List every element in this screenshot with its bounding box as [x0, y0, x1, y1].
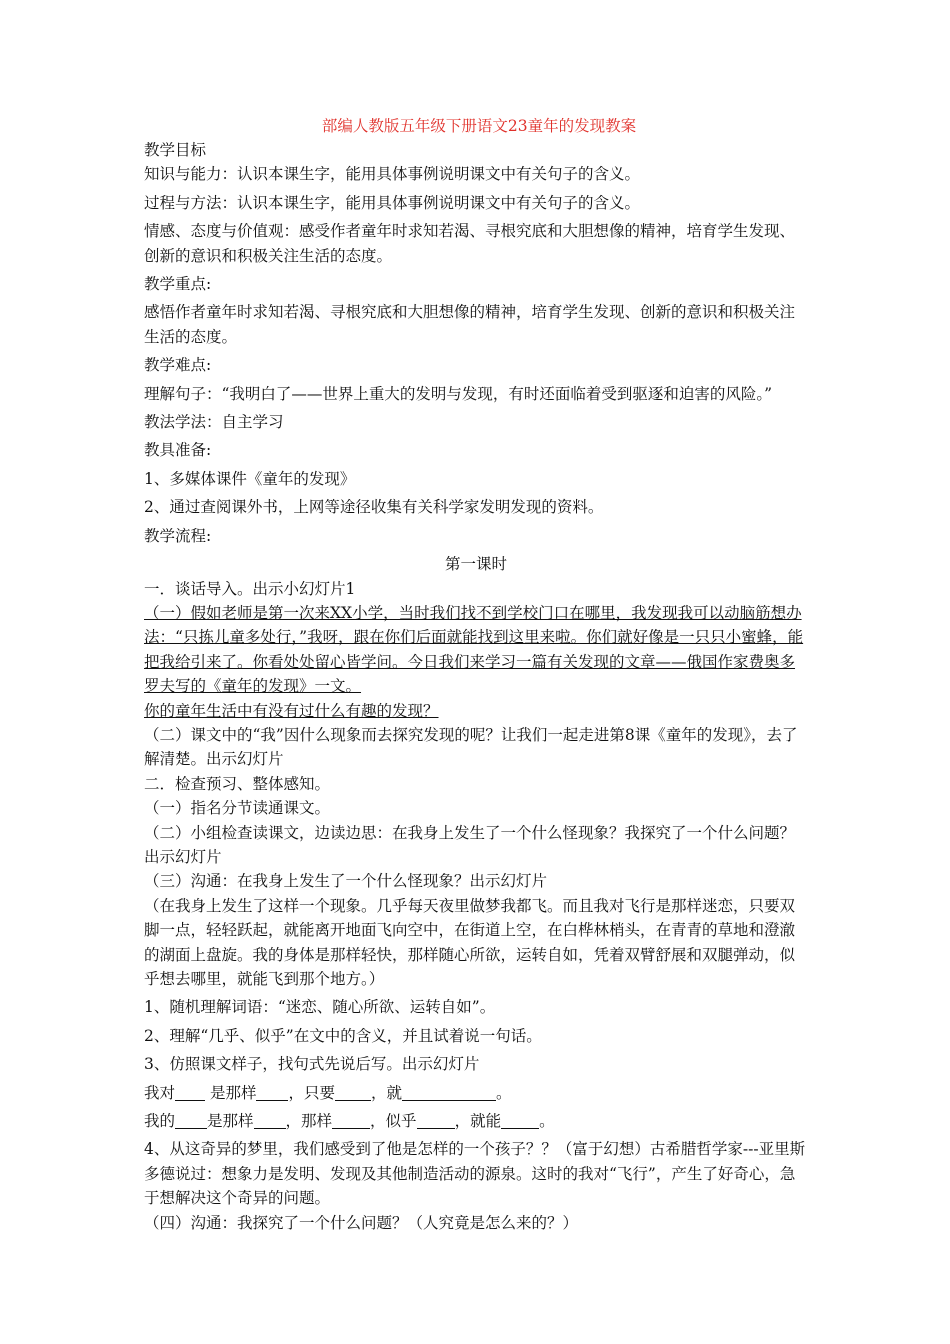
fill-sentence-1 [144, 1081, 808, 1105]
fill-text: ，似乎 [370, 1112, 417, 1131]
tool-item-1: 1、多媒体课件《童年的发现》 [144, 469, 356, 488]
fill-blank [175, 1084, 205, 1101]
section-1-question: 你的童年生活中有没有过什么有趣的发现？ [144, 701, 439, 720]
section-1-intro: （一）假如老师是第一次来XX小学，当时我们找不到学校门口在哪里，我发现我可以动脑筋想办法：“只拣儿童多处行，”我呀，跟在你们后面就能找到这里来啦。你们就好像是一只只小蜜蜂，能把我给引来了。你看处处留心皆学问。今日我们来学习一篇有关发现的文章——俄国作家费奥多罗夫写的《童年的发现》一文。 [144, 603, 804, 696]
section-2-item-2: （二）小组检查读课文，边读边思：在我身上发生了一个什么怪现象？我探究了一个什么问题？出示幻灯片 [144, 823, 796, 866]
goal-emotion: 情感、态度与价值观：感受作者童年时求知若渴、寻根究底和大胆想像的精神，培育学生发现、创新的意识和积极关注生活的态度。 [144, 222, 796, 265]
tools-heading: 教具准备: [144, 441, 212, 460]
goals-heading: 教学目标 [144, 141, 207, 159]
fill-sentence-2 [144, 1109, 808, 1133]
fill-text: 我的 [144, 1112, 176, 1131]
dream-quote: （在我身上发生了这样一个现象。几乎每天夜里做梦我都飞。而且我对飞行是那样迷恋，只要双脚一点，轻轻跃起，就能离开地面飞向空中，在街道上空，在白桦林梢头，在青青的草地和澄澈的湖面上盘旋。我的身体是那样轻快，那样随心所欲，运转自如，凭着双臂舒展和双腿弹动，似乎想去哪里，就能飞到那个地方。） [144, 896, 796, 988]
difficulty-text: 理解句子：“我明白了——世界上重大的发明与发现，有时还面临着受到驱逐和迫害的风险。” [144, 384, 773, 403]
fill-text: 是那样 [209, 1083, 257, 1102]
fill-text: ，那样 [285, 1112, 333, 1131]
goal-knowledge: 知识与能力：认识本课生字，能用具体事例说明课文中有关句子的含义。 [144, 165, 641, 184]
fill-blank [335, 1084, 371, 1101]
goal-process: 过程与方法：认识本课生字，能用具体事例说明课文中有关句子的含义。 [144, 193, 641, 212]
fill-blank [402, 1084, 496, 1101]
section-1-heading: 一．谈话导入。出示小幻灯片1 [144, 579, 356, 598]
section-2-item-3: （三）沟通：在我身上发生了一个什么怪现象？出示幻灯片 [144, 872, 548, 891]
fill-text: 。 [539, 1112, 555, 1131]
tool-item-2: 2、通过查阅课外书，上网等途径收集有关科学家发明发现的资料。 [144, 498, 604, 517]
key-text: 感悟作者童年时求知若渴、寻根究底和大胆想像的精神，培育学生发现、创新的意识和积极关注生活的态度。 [144, 303, 796, 346]
task-1: 1、随机理解词语：“迷恋、随心所欲、运转自如”。 [144, 998, 496, 1017]
fill-blank [256, 1084, 288, 1101]
flow-heading: 教学流程: [144, 526, 212, 545]
section-2-item-1: （一）指名分节读通课文。 [144, 799, 331, 818]
section-2-heading: 二．检查预习、整体感知。 [144, 774, 331, 793]
section-1-part-2: （二）课文中的“我”因什么现象而去探究发现的呢？让我们一起走进第8课《童年的发现》，去了解清楚。出示幻灯片 [144, 725, 798, 769]
fill-blank [254, 1112, 286, 1129]
fill-text: ，就 [370, 1083, 402, 1102]
task-4: 4、从这奇异的梦里，我们感受到了他是怎样的一个孩子？？（富于幻想）古希腊哲学家---亚里斯多德说过：想象力是发明、发现及其他制造活动的源泉。这时的我对“飞行”，产生了好奇心，急于想解决这个奇异的问题。 [144, 1140, 806, 1208]
fill-text: ，只要 [288, 1083, 335, 1102]
document-title: 部编人教版五年级下册语文23童年的发现教案 [321, 117, 637, 135]
fill-text: 。 [496, 1083, 512, 1102]
task-2: 2、理解“几乎、似乎”在文中的含义，并且试着说一句话。 [144, 1026, 542, 1045]
fill-text: 我对 [144, 1083, 176, 1102]
fill-blank [175, 1112, 207, 1129]
task-3: 3、仿照课文样子，找句式先说后写。出示幻灯片 [144, 1055, 480, 1074]
lesson-heading: 第一课时 [444, 555, 507, 574]
difficulty-heading: 教学难点: [144, 356, 212, 375]
key-heading: 教学重点: [144, 275, 212, 294]
fill-text: ，就能 [454, 1112, 502, 1131]
fill-blank [417, 1112, 455, 1129]
fill-text: 是那样 [207, 1112, 254, 1131]
fill-blank [332, 1112, 370, 1129]
fill-blank [501, 1112, 539, 1129]
document-body [144, 114, 808, 1235]
method-text: 教法学法：自主学习 [144, 413, 284, 432]
section-2-item-4: （四）沟通：我探究了一个什么问题？（人究竟是怎么来的？） [144, 1213, 579, 1232]
